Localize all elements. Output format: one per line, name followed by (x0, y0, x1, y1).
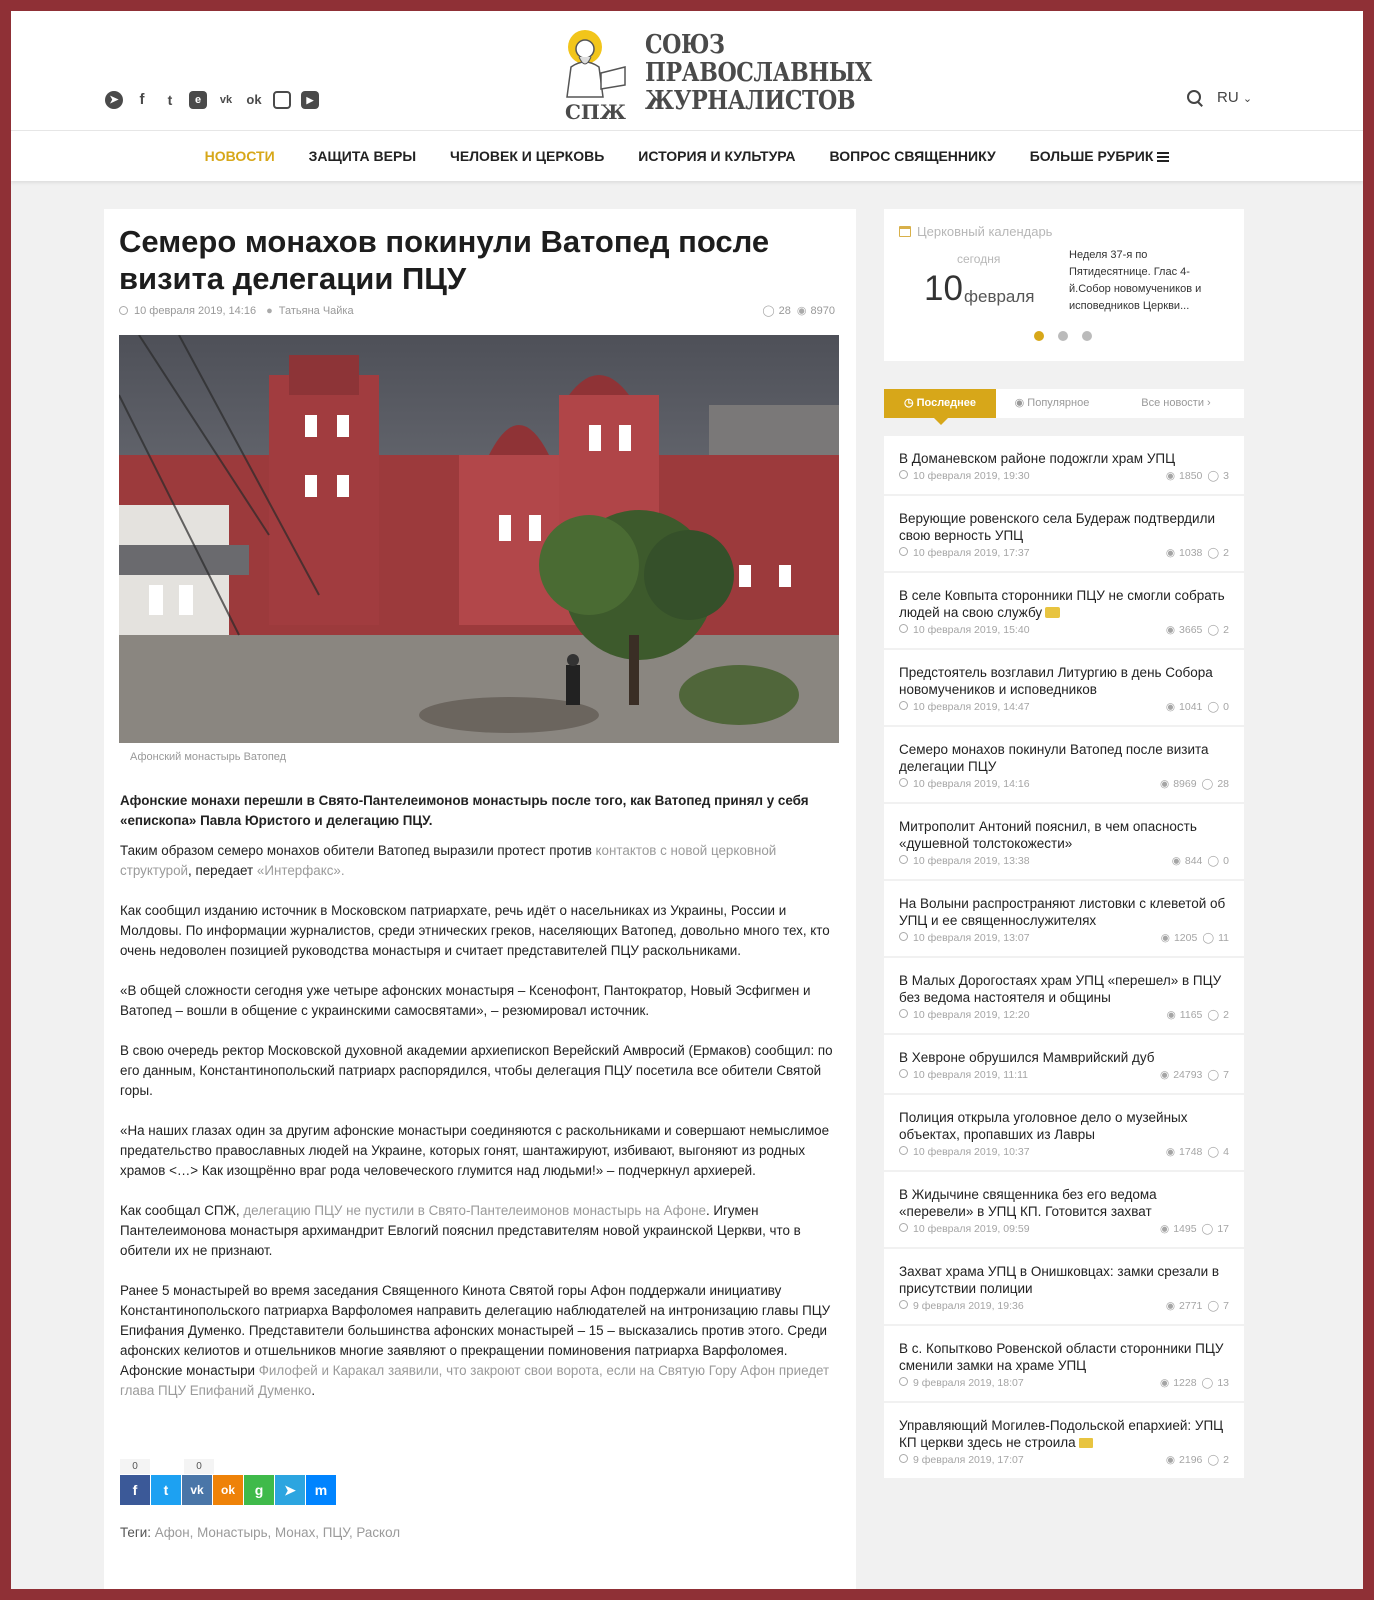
clock-icon (899, 1069, 908, 1078)
comment-icon: ◯ (1207, 701, 1220, 713)
calendar-month: февраля (964, 287, 1035, 306)
news-comments: 13 (1217, 1377, 1229, 1389)
news-comments: 7 (1223, 1069, 1229, 1081)
news-title[interactable]: В с. Копытково Ровенской области сторонники ПЦУ сменили замки на храме УПЦ (899, 1341, 1224, 1373)
news-item[interactable] (884, 496, 1244, 571)
article-views: 8970 (810, 304, 835, 317)
article-photo (119, 335, 839, 743)
news-date: 10 февраля 2019, 12:20 (913, 1009, 1030, 1021)
eye-icon: ◉ (1165, 701, 1176, 713)
calendar-day: 10 (924, 269, 963, 308)
news-title[interactable]: В Доманевском районе подожгли храм УПЦ (899, 451, 1176, 466)
news-date: 10 февраля 2019, 17:37 (913, 547, 1030, 559)
nav-item-news[interactable]: НОВОСТИ (204, 148, 275, 164)
nav-item-more[interactable]: БОЛЬШЕ РУБРИК (1030, 148, 1170, 164)
calendar-icon (899, 226, 911, 237)
news-item[interactable] (884, 436, 1244, 494)
article-lead: Афонские монахи перешли в Свято-Пантелеимонов монастырь после того, как Ватопед принял у себя «епископа» Павла Юристого и делегацию ПЦУ. (120, 793, 809, 828)
news-views: 24793 (1173, 1069, 1203, 1081)
comment-icon: ◯ (1207, 547, 1220, 559)
comment-icon: ◯ (762, 305, 775, 317)
news-item[interactable] (884, 727, 1244, 802)
news-meta (899, 1009, 1229, 1033)
news-item[interactable] (884, 1095, 1244, 1170)
news-views: 1495 (1173, 1223, 1197, 1235)
news-comments: 2 (1223, 1009, 1229, 1021)
news-date: 10 февраля 2019, 13:07 (913, 932, 1030, 944)
comment-icon: ◯ (1207, 1146, 1220, 1158)
share-buttons (120, 1475, 336, 1505)
share-counts (120, 1459, 214, 1474)
news-title[interactable]: Управляющий Могилев-Подольской епархией: УПЦ КП церкви здесь не строила (899, 1418, 1224, 1450)
news-item[interactable] (884, 881, 1244, 956)
link-delegation[interactable]: делегацию ПЦУ не пустили в Свято-Пантелеимонов монастырь на Афоне (243, 1203, 706, 1218)
clock-icon (119, 306, 128, 315)
article-meta (119, 304, 835, 317)
photo-icon (1045, 607, 1060, 618)
news-item[interactable] (884, 958, 1244, 1033)
news-date: 10 февраля 2019, 14:47 (913, 701, 1030, 713)
news-item[interactable] (884, 650, 1244, 725)
news-meta (899, 547, 1229, 571)
news-title[interactable]: В селе Ковпыта сторонники ПЦУ не смогли собрать людей на свою службу (899, 588, 1225, 620)
news-date: 10 февраля 2019, 11:11 (913, 1069, 1028, 1081)
clock-icon (899, 470, 908, 479)
pager-dot[interactable] (1058, 331, 1068, 341)
nav-item-ask-priest[interactable]: ВОПРОС СВЯЩЕННИКУ (829, 148, 996, 164)
news-views: 2771 (1179, 1300, 1203, 1312)
clock-icon (899, 778, 908, 787)
news-meta (899, 701, 1229, 725)
clock-icon (899, 1009, 908, 1018)
article-paragraph: Таким образом семеро монахов обители Ватопед выразили протест против контактов с новой церковной структурой, передает «Интерфакс». (120, 843, 777, 878)
clock-icon (899, 855, 908, 864)
news-item[interactable] (884, 804, 1244, 879)
news-date: 10 февраля 2019, 10:37 (913, 1146, 1030, 1158)
search-icon[interactable] (1187, 90, 1203, 106)
news-comments: 3 (1223, 470, 1229, 482)
news-title[interactable]: В Жидычине священника без его ведома «перевели» в УПЦ КП. Готовится захват (899, 1187, 1157, 1219)
news-tabs (884, 389, 1244, 418)
news-views: 1748 (1179, 1146, 1203, 1158)
article-paragraph: «В общей сложности сегодня уже четыре афонских монастыря – Ксенофонт, Пантократор, Новый Эсфигмен и Ватопед – вошли в общение с украинскими самосвятами», – резюмировал источник. (120, 983, 811, 1018)
eye-icon: ◉ (1166, 1009, 1176, 1021)
news-views: 1038 (1179, 547, 1203, 559)
news-date: 10 февраля 2019, 15:40 (913, 624, 1030, 636)
article-paragraph: Как сообщал СПЖ, делегацию ПЦУ не пустили в Свято-Пантелеимонов монастырь на Афоне. Игумен Пантелеимонова монастыря архимандрит Евлогий пояснил представителям новой украинской Церкви, что в обители их не признают. (120, 1203, 801, 1258)
comment-icon: ◯ (1201, 1377, 1214, 1389)
user-icon: ● (266, 304, 273, 317)
news-comments: 17 (1217, 1223, 1229, 1235)
church-calendar (884, 209, 1244, 361)
news-date: 9 февраля 2019, 17:07 (913, 1454, 1024, 1466)
news-views: 1165 (1179, 1009, 1203, 1021)
tab-all-news[interactable]: Все новости › (1141, 397, 1211, 409)
news-date: 10 февраля 2019, 13:38 (913, 855, 1030, 867)
news-item[interactable] (884, 1249, 1244, 1324)
news-comments: 7 (1223, 1300, 1229, 1312)
share-twitter-icon[interactable]: t (151, 1475, 181, 1505)
facebook-icon[interactable]: f (139, 91, 145, 108)
share-messenger-icon[interactable]: m (306, 1475, 336, 1505)
news-meta (899, 932, 1229, 956)
news-date: 9 февраля 2019, 18:07 (913, 1377, 1024, 1389)
eye-icon: ◉ (796, 305, 807, 317)
news-title[interactable]: Предстоятель возглавил Литургию в день Собора новомучеников и исповедников (899, 665, 1213, 697)
news-item[interactable] (884, 1172, 1244, 1247)
news-title[interactable]: На Волыни распространяют листовки с клеветой об УПЦ и ее священнослужителях (899, 896, 1226, 928)
news-date: 9 февраля 2019, 19:36 (913, 1300, 1024, 1312)
news-views: 1228 (1173, 1377, 1197, 1389)
monastery-image (119, 335, 839, 743)
link-contacts[interactable]: контактов с новой церковной структурой (120, 843, 777, 878)
clock-icon (899, 1377, 908, 1386)
nav-item-man-church[interactable]: ЧЕЛОВЕК И ЦЕРКОВЬ (450, 148, 605, 164)
ok-icon[interactable]: ok (246, 92, 262, 107)
clock-icon (899, 547, 908, 556)
link-interfax[interactable]: «Интерфакс». (256, 863, 345, 878)
news-views: 1205 (1173, 932, 1198, 944)
comment-icon: ◯ (1207, 1069, 1220, 1081)
eye-icon: ◉ (1165, 1454, 1176, 1466)
comment-icon: ◯ (1207, 1009, 1220, 1021)
comment-icon: ◯ (1202, 932, 1215, 944)
news-comments: 0 (1223, 855, 1229, 867)
news-views: 2196 (1179, 1454, 1203, 1466)
news-meta (899, 624, 1229, 648)
news-comments: 0 (1223, 701, 1229, 713)
news-title[interactable]: В Малых Дорогостаях храм УПЦ «перешел» в ПЦУ без ведома настоятеля и общины (899, 973, 1222, 1005)
clock-icon (899, 701, 908, 710)
eye-icon: ◉ (1160, 778, 1170, 790)
article-body (120, 791, 840, 1421)
news-title[interactable]: В Хевроне обрушился Мамврийский дуб (899, 1050, 1155, 1065)
article-author[interactable]: Татьяна Чайка (278, 304, 354, 317)
news-date: 10 февраля 2019, 19:30 (913, 470, 1030, 482)
news-title[interactable]: Полиция открыла уголовное дело о музейных объектах, пропавших из Лавры (899, 1110, 1188, 1142)
article-title: Семеро монахов покинули Ватопед после визита делегации ПЦУ (119, 224, 770, 296)
news-views: 844 (1184, 855, 1203, 867)
news-meta (899, 470, 1229, 494)
logo-wordmark: СОЮЗ ПРАВОСЛАВНЫХ ЖУРНАЛИСТОВ (645, 30, 872, 116)
news-comments: 2 (1223, 624, 1229, 636)
eye-icon: ◉ (1160, 1223, 1170, 1235)
eye-icon: ◉ (1165, 470, 1176, 482)
eye-icon: ◉ (1160, 1069, 1170, 1081)
nav-item-faith-defense[interactable]: ЗАЩИТА ВЕРЫ (308, 148, 417, 164)
news-meta (899, 855, 1229, 879)
clock-icon (899, 932, 908, 941)
news-date: 10 февраля 2019, 14:16 (913, 778, 1030, 790)
news-item[interactable] (884, 1326, 1244, 1401)
news-meta (899, 778, 1229, 802)
news-title[interactable]: Захват храма УПЦ в Онишковцах: замки срезали в присутствии полиции (899, 1264, 1220, 1296)
youtube-icon[interactable]: ▶ (301, 91, 319, 109)
language-selector[interactable]: RU ⌄ (1217, 89, 1253, 106)
share-vk-icon[interactable]: vk (182, 1475, 212, 1505)
site-header (11, 11, 1363, 131)
eye-icon: ◉ (1165, 547, 1176, 559)
news-meta (899, 1223, 1229, 1247)
livejournal-icon[interactable]: e (189, 91, 207, 109)
article-comments[interactable]: 28 (778, 304, 791, 317)
article-date: 10 февраля 2019, 14:16 (134, 304, 257, 317)
eye-icon: ◉ (1160, 932, 1170, 944)
nav-item-history-culture[interactable]: ИСТОРИЯ И КУЛЬТУРА (638, 148, 796, 164)
tag-links[interactable]: Афон, Монастырь, Монах, ПЦУ, Раскол (154, 1525, 401, 1540)
news-comments: 2 (1223, 547, 1229, 559)
article-paragraph: В свою очередь ректор Московской духовной академии архиепископ Верейский Амвросий (Ермаков) сообщил: по его данным, Константинопольский патриарх распорядился, чтобы делегация ПЦУ посетила все обители Святой горы. (120, 1043, 833, 1098)
news-date: 10 февраля 2019, 09:59 (913, 1223, 1030, 1235)
comment-icon: ◯ (1201, 778, 1214, 790)
vk-icon[interactable]: vk (219, 94, 233, 106)
main-nav (11, 131, 1363, 181)
news-meta (899, 1069, 1229, 1093)
article (104, 209, 856, 1589)
news-comments: 4 (1223, 1146, 1229, 1158)
article-tags: Теги: Афон, Монастырь, Монах, ПЦУ, Раскол (120, 1525, 401, 1540)
tab-latest[interactable]: ◷ Последнее (884, 389, 996, 418)
pager-dot[interactable] (1082, 331, 1092, 341)
news-list (884, 436, 1244, 1480)
menu-icon (1157, 152, 1169, 162)
clock-icon: ◷ (903, 397, 917, 409)
site-logo[interactable] (563, 27, 872, 123)
comment-icon: ◯ (1201, 1223, 1214, 1235)
tab-popular[interactable]: ◉ Популярное (1014, 397, 1090, 409)
share-facebook-icon[interactable]: f (120, 1475, 150, 1505)
calendar-pager (1034, 331, 1092, 341)
chevron-down-icon: ⌄ (1242, 93, 1253, 105)
share-ok-icon[interactable]: ok (213, 1475, 243, 1505)
eye-icon: ◉ (1165, 1300, 1176, 1312)
news-comments: 28 (1217, 778, 1229, 790)
photo-caption: Афонский монастырь Ватопед (130, 751, 287, 763)
news-comments: 2 (1223, 1454, 1229, 1466)
news-meta (899, 1377, 1229, 1401)
share-count-vk: 0 (184, 1459, 214, 1474)
calendar-description[interactable]: Неделя 37-я по Пятидесятнице. Глас 4-й.Собор новомучеников и исповедников Церкви... (1069, 249, 1202, 312)
clock-icon (899, 1300, 908, 1309)
instagram-icon[interactable] (273, 91, 291, 109)
comment-icon: ◯ (1207, 470, 1220, 482)
clock-icon (899, 1146, 908, 1155)
telegram-icon[interactable]: ➤ (105, 91, 123, 109)
news-views: 1850 (1179, 470, 1203, 482)
news-meta (899, 1300, 1229, 1324)
eye-icon: ◉ (1160, 1377, 1170, 1389)
news-views: 3665 (1179, 624, 1203, 636)
share-green-icon[interactable]: g (244, 1475, 274, 1505)
article-paragraph: Ранее 5 монастырей во время заседания Священного Кинота Святой горы Афон поддержали инициативу Константинопольского патриарха Варфоломея направить делегацию наблюдателей на интронизацию главы ПЦУ Епифания Думенко. Представители большинства афонских монастырей – 15 – высказались против этого. Среди афонских келиотов и отшельников многие заявляют о прекращении поминовения патриарха Варфоломея. Афонские монастыри Филофей и Каракал заявили, что закроют свои ворота, если на Святую Гору Афон приедет глава ПЦУ Епифаний Думенко. (120, 1283, 831, 1398)
link-filofei[interactable]: Филофей и Каракал заявили, что закроют свои ворота, если на Святую Гору Афон приедет глава ПЦУ Епифаний Думенко (120, 1363, 830, 1398)
comment-icon: ◯ (1207, 855, 1220, 867)
calendar-today-label: сегодня (957, 252, 1001, 266)
video-icon (1079, 1438, 1093, 1448)
news-title[interactable]: Семеро монахов покинули Ватопед после визита делегации ПЦУ (899, 742, 1209, 774)
eye-icon: ◉ (1171, 855, 1181, 867)
share-count-facebook: 0 (120, 1459, 150, 1474)
eye-icon: ◉ (1165, 624, 1176, 636)
news-item[interactable] (884, 1403, 1244, 1478)
logo-saint-icon (563, 27, 637, 123)
news-title[interactable]: Верующие ровенского села Будераж подтвердили свою верность УПЦ (899, 511, 1215, 543)
article-paragraph: Как сообщил изданию источник в Московском патриархате, речь идёт о насельниках из Украины, России и Молдовы. По информации журналистов, среди этнических греков, населяющих Ватопед, довольно много тех, кто очень недоволен позицией руководства монастыря и считает представителей ПЦУ раскольниками. (120, 903, 830, 958)
share-telegram-icon[interactable]: ➤ (275, 1475, 305, 1505)
header-tools (1187, 89, 1252, 106)
eye-icon: ◉ (1014, 397, 1028, 409)
calendar-title[interactable]: Церковный календарь (899, 224, 1052, 239)
news-item[interactable] (884, 1035, 1244, 1093)
news-item[interactable] (884, 573, 1244, 648)
news-meta (899, 1454, 1229, 1478)
logo-abbr: СПЖ (565, 100, 627, 123)
news-title[interactable]: Митрополит Антоний пояснил, в чем опасность «душевной толстокожести» (899, 819, 1197, 851)
clock-icon (899, 1223, 908, 1232)
news-meta (899, 1146, 1229, 1170)
page-frame (11, 11, 1363, 1589)
article-paragraph: «На наших глазах один за другим афонские монастыри соединяются с раскольниками и совершают немыслимое предательство православных людей на Украине, которых гонят, шантажируют, избивают, выгоняют из родных храмов <…> Как изощрённо враг рода человеческого глумится над людьми!» – подчеркнул архиерей. (120, 1123, 830, 1178)
chevron-right-icon: › (1204, 397, 1211, 409)
news-views: 8969 (1173, 778, 1197, 790)
pager-dot[interactable] (1034, 331, 1044, 341)
comment-icon: ◯ (1207, 1300, 1220, 1312)
news-views: 1041 (1179, 701, 1203, 713)
comment-icon: ◯ (1207, 1454, 1220, 1466)
comment-icon: ◯ (1207, 624, 1220, 636)
clock-icon (899, 624, 908, 633)
social-links (105, 91, 319, 109)
twitter-icon[interactable]: t (167, 92, 173, 108)
clock-icon (899, 1454, 908, 1463)
news-comments: 11 (1218, 932, 1229, 944)
eye-icon: ◉ (1165, 1146, 1176, 1158)
